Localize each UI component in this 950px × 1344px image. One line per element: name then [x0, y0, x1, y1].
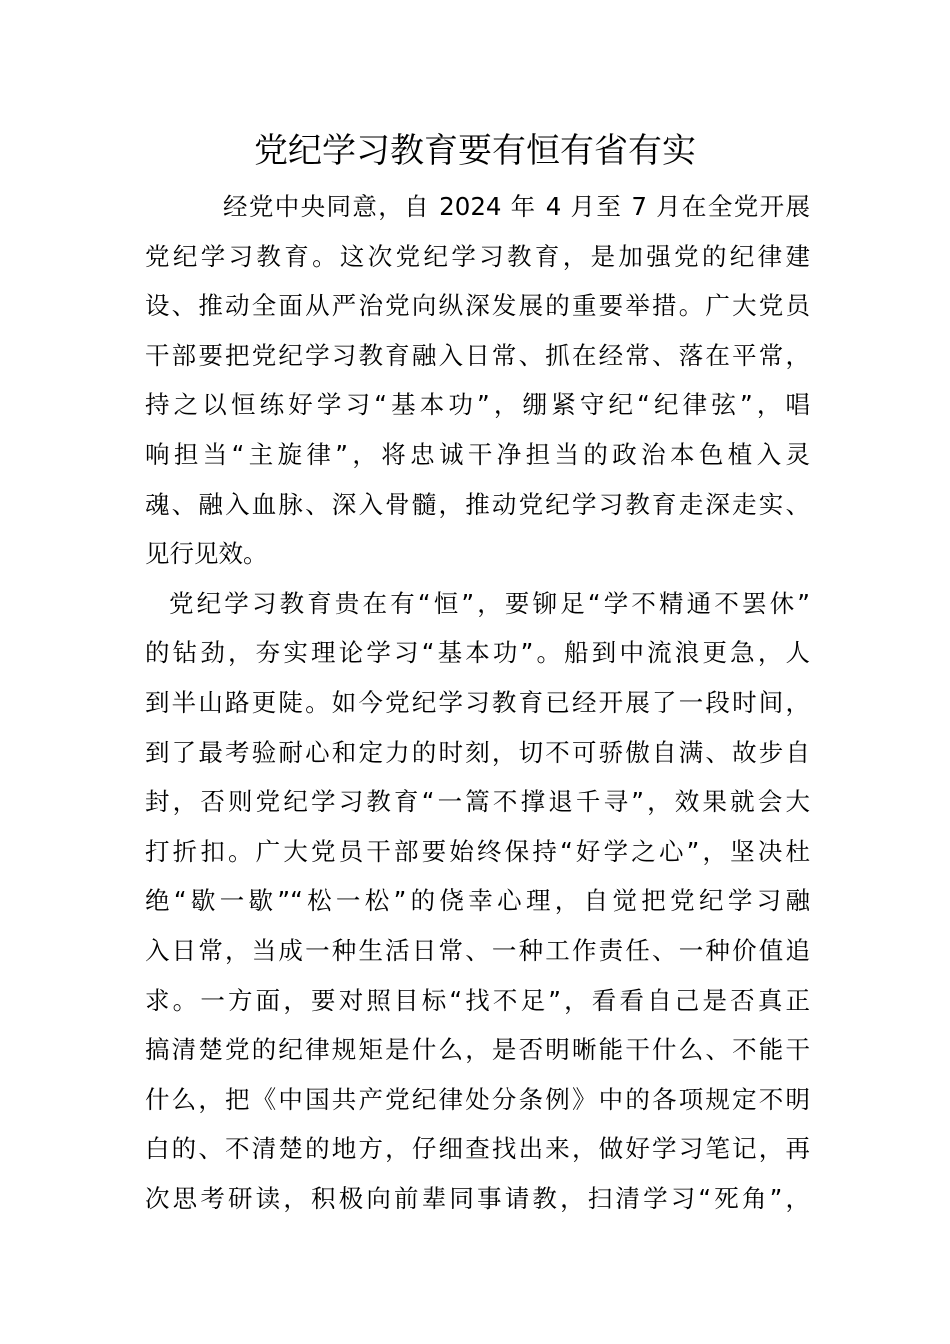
paragraph-line: 求。一方面，要对照目标“找不足”，看看自己是否真正 [145, 985, 810, 1015]
paragraph-line: 绝“歇一歇”“松一松”的侥幸心理，自觉把党纪学习融 [145, 886, 810, 916]
paragraph-line: 经党中央同意，自 2024 年 4 月至 7 月在全党开展 [223, 192, 810, 221]
paragraph-line: 到半山路更陡。如今党纪学习教育已经开展了一段时间， [145, 687, 810, 717]
paragraph-line: 魂、融入血脉、深入骨髓，推动党纪学习教育走深走实、 [145, 489, 810, 519]
paragraph-line: 党纪学习教育。这次党纪学习教育，是加强党的纪律建 [145, 241, 810, 271]
paragraph-line: 封，否则党纪学习教育“一篙不撑退千寻”，效果就会大 [145, 787, 810, 817]
document-body [145, 182, 810, 1223]
paragraph-line: 搞清楚党的纪律规矩是什么，是否明晰能干什么、不能干 [145, 1035, 810, 1065]
paragraph-line: 的钻劲，夯实理论学习“基本功”。船到中流浪更急，人 [145, 638, 810, 668]
paragraph-line: 入日常，当成一种生活日常、一种工作责任、一种价值追 [145, 935, 810, 965]
paragraph-line: 见行见效。 [145, 539, 268, 569]
paragraph-line: 设、推动全面从严治党向纵深发展的重要举措。广大党员 [145, 291, 810, 321]
paragraph-line: 党纪学习教育贵在有“恒”，要铆足“学不精通不罢休” [169, 588, 810, 618]
paragraph-line: 次思考研读，积极向前辈同事请教，扫清学习“死角”， [145, 1183, 810, 1213]
paragraph-line: 响担当“主旋律”，将忠诚干净担当的政治本色植入灵 [145, 439, 810, 469]
paragraph-1 [145, 182, 810, 579]
paragraph-line: 白的、不清楚的地方，仔细查找出来，做好学习笔记，再 [145, 1134, 810, 1164]
paragraph-line: 干部要把党纪学习教育融入日常、抓在经常、落在平常， [145, 340, 810, 370]
paragraph-line: 什么，把《中国共产党纪律处分条例》中的各项规定不明 [145, 1084, 810, 1114]
paragraph-line: 持之以恒练好学习“基本功”，绷紧守纪“纪律弦”，唱 [145, 390, 810, 420]
paragraph-line: 打折扣。广大党员干部要始终保持“好学之心”，坚决杜 [145, 836, 810, 866]
paragraph-line: 到了最考验耐心和定力的时刻，切不可骄傲自满、故步自 [145, 737, 810, 767]
document-title: 党纪学习教育要有恒有省有实 [254, 131, 696, 171]
paragraph-2 [145, 579, 810, 1224]
